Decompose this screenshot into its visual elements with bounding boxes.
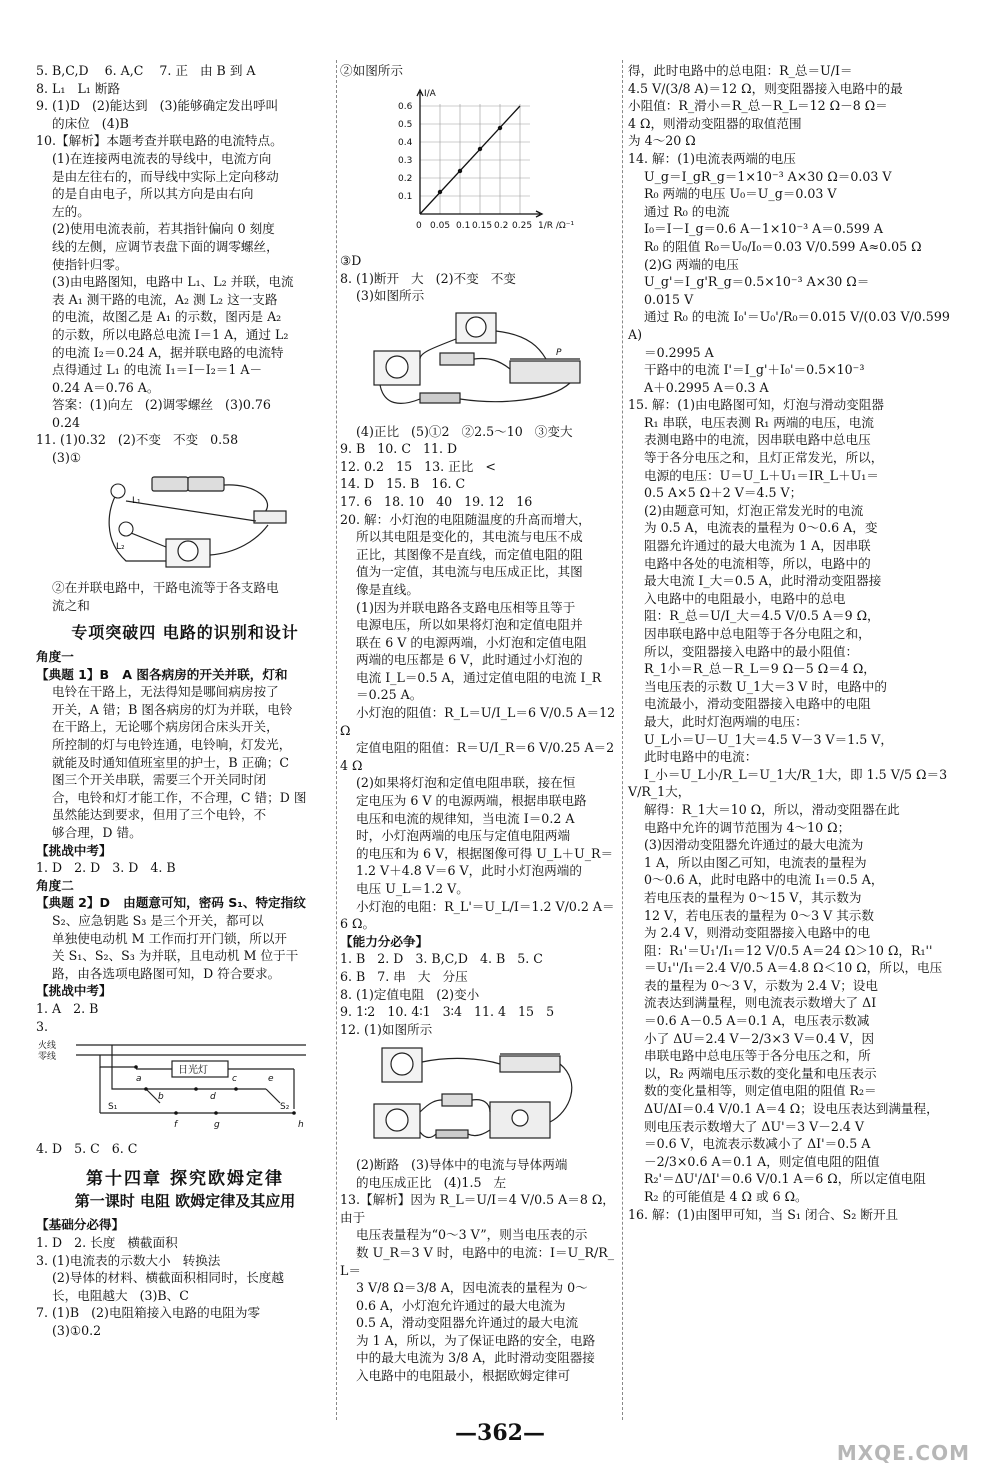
text-line: S₂、应急钥匙 S₃ 是三个开关，都可以 — [36, 912, 264, 928]
text-line: I_小＝U_L小/R_L＝U_1大/R_1大，即 1.5 V/5 Ω＝3 V/R_1大， — [628, 766, 952, 800]
graph-intro — [340, 62, 618, 80]
text-line: 1. A 2. B — [36, 1000, 99, 1016]
text-line: 则电压表示数增大了 ΔU'＝3 V－2.4 V — [628, 1118, 864, 1134]
answer-column-3 — [628, 62, 962, 1223]
text-line: 的电流 I₂＝0.24 A，据并联电路的电流特 — [36, 344, 284, 360]
text-line: 就能及时通知值班室里的护士，B 正确；C — [36, 754, 290, 770]
text-line: 答案：(1)向左 (2)调零螺丝 (3)0.76 — [36, 397, 271, 413]
text-line: 1. D 2. 长度 横截面积 — [36, 1235, 178, 1251]
text-line: R₀ 的阻值 R₀＝U₀/I₀＝0.03 V/0.599 A≈0.05 Ω — [628, 238, 922, 254]
svg-text:0.5: 0.5 — [398, 119, 413, 130]
text-line: －2/3×0.6 A＝0.1 A，则定值电阻的阻值 — [628, 1153, 880, 1169]
text-line: 当电压表的示数 U_1大＝3 V 时，电路中的 — [628, 678, 887, 694]
answers-section-4 — [36, 648, 334, 1035]
text-line: (1)因为并联电路各支路电压相等且等于 — [340, 599, 576, 615]
text-line: 等于各分电压之和，且灯正常发光，所以， — [628, 450, 884, 466]
text-line: 点得通过 L₁ 的电流 I₁＝I－I₂＝1 A－ — [36, 362, 263, 378]
text-line: 图三个开关串联，需要三个开关同时闭 — [36, 772, 267, 788]
text-line: 【挑战中考】 — [36, 983, 112, 999]
text-line: (1)在连接两电流表的导线中，电流方向 — [36, 150, 272, 166]
text-line: ＝0.25 A。 — [340, 687, 423, 703]
text-line: 12. 0.2 15 13. 正比 < — [340, 458, 496, 474]
text-line: 0.24 — [36, 414, 81, 430]
text-line: 8. (1)断开 大 (2)不变 不变 — [340, 270, 516, 286]
text-line: 12 V，若电压表的量程为 0～3 V 其示数 — [628, 907, 874, 923]
text-line: R₀ 两端的电压 U₀＝U_g＝0.03 V — [628, 186, 837, 202]
svg-text:g: g — [214, 1120, 220, 1131]
text-line: 合，电铃和灯才能工作，不合理，C 错；D 图 — [36, 789, 307, 805]
answer-column-1 — [36, 62, 334, 1340]
text-line: 的示数，所以电路总电流 I＝1 A，通过 L₂ — [36, 326, 289, 342]
text-line: 时，小灯泡两端的电压与定值电阻两端 — [340, 828, 571, 844]
text-line: 通过 R₀ 的电流 — [628, 203, 730, 219]
text-line: 0.015 V — [628, 291, 694, 307]
text-line: 8. L₁ L₁ 断路 — [36, 80, 121, 96]
text-line: 小了 ΔU＝2.4 V－2/3×3 V＝0.4 V，因 — [628, 1030, 875, 1046]
text-line: 阻：R_总＝U/I_大＝4.5 V/0.5 A＝9 Ω， — [628, 608, 880, 624]
text-line: 1. D 2. D 3. D 4. B — [36, 860, 176, 876]
answers-9-to-12 — [340, 423, 618, 1039]
answers-13-to-16 — [628, 62, 962, 1223]
text-line: 6. B 7. 串 大 分压 — [340, 968, 468, 984]
text-line: 11. (1)0.32 (2)不变 不变 0.58 — [36, 432, 239, 448]
text-line: 在干路上，无论哪个病房闭合床头开关， — [36, 719, 279, 735]
section-title: 专项突破四 电路的识别和设计 — [71, 623, 299, 643]
lesson-title: 第一课时 电阻 欧姆定律及其应用 — [74, 1191, 296, 1210]
svg-text:0.25: 0.25 — [512, 220, 533, 231]
text-line: 路，由各选项电路图可知，D 符合要求。 — [36, 965, 281, 981]
text-line: 最大电流 I_大＝0.5 A，此时滑动变阻器接 — [628, 573, 882, 589]
svg-text:0.05: 0.05 — [430, 220, 451, 231]
text-line: I₀＝I－I_g＝0.6 A－1×10⁻³ A＝0.599 A — [628, 221, 883, 237]
text-line: 的是自由电子，所以其方向是由右向 — [36, 186, 254, 202]
answers-4-to-6 — [36, 1140, 334, 1158]
text-line: 【能力分必争】 — [340, 933, 429, 949]
text-line: 电压 U_L＝1.2 V。 — [340, 881, 469, 896]
svg-text:火线: 火线 — [38, 1041, 57, 1052]
svg-text:日光灯: 日光灯 — [178, 1065, 208, 1077]
text-line: U_g＝I_gR_g＝1×10⁻³ A×30 Ω＝0.03 V — [628, 168, 892, 184]
text-line: 解得：R_1大＝10 Ω，所以，滑动变阻器在此 — [628, 801, 900, 817]
text-line: 两端的电压都是 6 V，此时通过小灯泡的 — [340, 652, 583, 668]
text-line: 表测电路中的电流，因串联电路中总电压 — [628, 432, 871, 448]
text-line: 的电流，故图乙是 A₁ 的示数，图丙是 A₂ — [36, 309, 282, 325]
text-line: 【典题 2】D 由题意可知，密码 S₁、特定指纹 — [36, 895, 306, 911]
svg-text:L₁: L₁ — [132, 495, 141, 506]
text-line: 阻：R₁'＝U₁'/I₁＝12 V/0.5 A＝24 Ω＞10 Ω，R₁'' — [628, 942, 933, 958]
text-line: (2)如果将灯泡和定值电阻串联，接在恒 — [340, 775, 576, 791]
text-line: 【基础分必得】 — [36, 1217, 125, 1233]
text-line: 4. D 5. C 6. C — [36, 1140, 138, 1156]
answers-basic-section — [36, 1216, 334, 1339]
text-line: 中的最大电流为 3/8 A，此时滑动变阻器接 — [340, 1350, 595, 1366]
text-line: 9. 1∶2 10. 4∶1 3∶4 11. 4 15 5 — [340, 1004, 555, 1020]
answers-12-13 — [340, 1156, 618, 1385]
text-line: 数的变化量相等，则定值电阻的阻值 R₂＝ — [628, 1083, 877, 1099]
text-line: 7. (1)B (2)电阻箱接入电路的电阻为零 — [36, 1305, 261, 1321]
text-line: (2)使用电流表前，若其指针偏向 0 刻度 — [36, 221, 275, 237]
text-line: 9. B 10. C 11. D — [340, 441, 458, 457]
text-line: 电路中各处的电流相等，所以，电路中的 — [628, 555, 871, 571]
text-line: 为 0.5 A，电流表的量程为 0～0.6 A，变 — [628, 520, 878, 536]
text-line: 电压和电流的规律知，当电流 I＝0.2 A — [340, 810, 575, 826]
text-line: 12. (1)如图所示 — [340, 1021, 433, 1037]
text-line: 入电路中的电阻最小，根据欧姆定律可 — [340, 1368, 571, 1384]
text-line: R_1小＝R_总－R_L＝9 Ω－5 Ω＝4 Ω， — [628, 661, 876, 677]
column-divider-right — [622, 60, 623, 1420]
text-line: 左的。 — [36, 203, 90, 219]
text-line: 长，电阻越大 (3)B、C — [36, 1287, 189, 1303]
text-line: 20. 解：小灯泡的电阻随温度的升高而增大， — [340, 511, 591, 527]
text-line: 的电压成正比 (4)1.5 左 — [340, 1174, 507, 1190]
text-line: 关 S₁、S₂、S₃ 为并联，且电动机 M 位于干 — [36, 948, 299, 964]
text-line: 为 2.4 V，则滑动变阻器接入电路中的电 — [628, 925, 871, 941]
text-line: 因串联电路中总电阻等于各分电阻之和， — [628, 626, 871, 641]
text-line: 0.5 A×5 Ω＋2 V＝4.5 V； — [628, 485, 803, 501]
svg-text:0.15: 0.15 — [472, 220, 493, 231]
text-line: 使指针归零。 — [36, 256, 128, 272]
text-line: 若电压表的量程为 0～15 V，其示数为 — [628, 889, 862, 905]
text-line: 入电路中的电阻最小，电路中的总电 — [628, 590, 846, 606]
text-line: ②如图所示 — [340, 63, 403, 78]
svg-text:c: c — [232, 1074, 237, 1085]
svg-text:S₁: S₁ — [108, 1102, 118, 1113]
text-line: 【挑战中考】 — [36, 842, 112, 858]
answer-column-2 — [340, 62, 618, 1385]
text-line: (3)①0.2 — [36, 1323, 102, 1339]
svg-text:d: d — [210, 1092, 216, 1103]
svg-text:a: a — [136, 1074, 142, 1085]
text-line: 电源的电压：U＝U_L＋U₁＝IR_L＋U₁＝ — [628, 467, 879, 483]
text-line: 3. — [36, 1018, 49, 1034]
text-line: 所控制的灯与电铃连通，电铃响，灯发光， — [36, 737, 292, 752]
text-line: 是由左往右的，而导线中实际上定向移动 — [36, 168, 279, 184]
text-line: 的床位 (4)B — [36, 115, 129, 131]
text-line: 3 V/8 Ω＝3/8 A，因电流表的量程为 0～ — [340, 1280, 588, 1296]
svg-text:0.3: 0.3 — [398, 155, 413, 166]
text-line: 3. (1)电流表的示数大小 转换法 — [36, 1252, 221, 1268]
page-number: —362— — [455, 1420, 545, 1446]
text-line: 10.【解析】本题考查并联电路的电流特点。 — [36, 133, 283, 149]
text-line: (2)导体的材料、横截面积相同时，长度越 — [36, 1270, 284, 1286]
text-line: 像是直线。 — [340, 581, 419, 597]
text-line: 开关，A 错；B 图各病房的灯为并联，电铃 — [36, 701, 293, 717]
text-line: 角度二 — [36, 877, 74, 893]
y-axis-label: I/A — [424, 88, 436, 99]
text-line: 角度一 — [36, 649, 74, 665]
text-line: 电铃在干路上，无法得知是哪间病房按了 — [36, 684, 279, 700]
text-line: U_g'＝I_g'R_g＝0.5×10⁻³ A×30 Ω＝ — [628, 274, 870, 290]
text-line: 得，此时电路中的总电阻：R_总＝U/I＝ — [628, 63, 853, 78]
text-line: 阻器允许通过的最大电流为 1 A，因串联 — [628, 538, 871, 554]
svg-text:0.1: 0.1 — [456, 220, 471, 231]
text-line: 干路中的电流 I'＝I_g'＋I₀'＝0.5×10⁻³ — [628, 362, 865, 378]
svg-text:h: h — [298, 1120, 304, 1131]
text-line: R₂ 的可能值是 4 Ω 或 6 Ω。 — [628, 1189, 808, 1204]
text-line: 1. B 2. D 3. B,C,D 4. B 5. C — [340, 951, 543, 967]
text-line: 0.6 A，小灯泡允许通过的最大电流为 — [340, 1297, 566, 1313]
text-line: 1 A，所以由图乙可知，电流表的量程为 — [628, 854, 867, 870]
text-line: 此时电路中的电流： — [628, 749, 758, 765]
text-line: 串联电路中总电压等于各分电压之和，所 — [628, 1048, 871, 1064]
text-line: 电压表量程为“0～3 V”，则当电压表的示 — [340, 1227, 588, 1243]
svg-text:e: e — [268, 1074, 274, 1085]
experiment-circuit-figure-1 — [360, 309, 590, 414]
text-line: 14. 解：(1)电流表两端的电压 — [628, 150, 796, 166]
svg-text:P: P — [556, 347, 562, 358]
text-line: ΔU/ΔI＝0.4 V/0.1 A＝4 Ω；设电压表达到满量程， — [628, 1101, 939, 1117]
text-line: 流之和 — [36, 597, 90, 613]
text-line: 0～0.6 A，此时电路中的电流 I₁＝0.5 A， — [628, 872, 884, 888]
text-line: 14. D 15. B 16. C — [340, 476, 466, 492]
experiment-circuit-figure-2 — [360, 1042, 590, 1147]
text-line: 以，R₂ 两端电压示数的变化量和电压表示 — [628, 1065, 877, 1081]
text-line: R₁ 串联，电压表测 R₁ 两端的电压，电流 — [628, 414, 874, 430]
text-line: 定电压为 6 V 的电源两端，根据串联电路 — [340, 793, 587, 809]
text-line: 定值电阻的阻值：R＝U/I_R＝6 V/0.25 A＝24 Ω — [340, 740, 615, 773]
svg-text:0.1: 0.1 — [398, 191, 413, 202]
text-line: 正比，其图像不是直线，而定值电阻的阻 — [340, 546, 583, 562]
text-line: 够合理，D 错。 — [36, 824, 142, 840]
text-line: 最大，此时灯泡两端的电压： — [628, 713, 808, 729]
text-line: 17. 6 18. 10 40 19. 12 16 — [340, 493, 533, 509]
text-line: 15. 解：(1)由电路图可知，灯泡与滑动变阻器 — [628, 397, 884, 413]
text-line: 小灯泡的阻值：R_L＝U/I_L＝6 V/0.5 A＝12 Ω — [340, 705, 620, 738]
text-line: 表的量程为 0～3 V，示数为 2.4 V；设电 — [628, 977, 878, 993]
text-line: 所以，变阻器接入电路中的最小阻值： — [628, 643, 859, 659]
svg-text:0.2: 0.2 — [494, 220, 509, 231]
svg-text:0.4: 0.4 — [398, 137, 413, 148]
text-line: 单独使电动机 M 工作而打开门锁，所以开 — [36, 930, 288, 946]
text-line: R₂'＝ΔU'/ΔI'＝0.6 V/0.1 A＝6 Ω，所以定值电阻 — [628, 1171, 926, 1187]
answers-3-to-8 — [340, 252, 618, 305]
text-line: 电流最小，滑动变阻器接入电路中的电阻 — [628, 696, 871, 712]
text-line: 13.【解析】因为 R_L＝U/I＝4 V/0.5 A＝8 Ω，由于 — [340, 1192, 615, 1225]
text-line: 数 U_R＝3 V 时，电路中的电流：I＝U_R/R_L＝ — [340, 1244, 615, 1278]
text-line: (4)正比 (5)①2 ②2.5～10 ③变大 — [340, 423, 573, 439]
text-line: (2)断路 (3)导体中的电流与导体两端 — [340, 1156, 568, 1172]
text-line: ＝0.2995 A — [628, 344, 714, 360]
household-circuit-figure — [36, 1039, 326, 1131]
svg-text:零线: 零线 — [38, 1052, 57, 1063]
column-divider-left — [336, 60, 337, 1420]
text-line: 小阻值：R_滑小＝R_总－R_L＝12 Ω－8 Ω＝ — [628, 98, 888, 114]
text-line: 【典题 1】B A 图各病房的开关并联，灯和 — [36, 666, 288, 682]
text-line: U_L小＝U－U_1大＝4.5 V－3 V＝1.5 V， — [628, 731, 893, 747]
text-line: 0.5 A，滑动变阻器允许通过的最大电流 — [340, 1315, 579, 1331]
text-line: ＝0.6 V，电流表示数减小了 ΔI'＝0.5 A — [628, 1136, 871, 1152]
answers-block-5-to-11 — [36, 62, 334, 467]
text-line: A＋0.2995 A＝0.3 A — [628, 379, 769, 395]
text-line: (2)由题意可知，灯泡正常发光时的电流 — [628, 502, 864, 518]
text-line: (2)G 两端的电压 — [628, 256, 739, 272]
text-line: 值为一定值，其电流与电压成正比，其图 — [340, 564, 583, 580]
svg-text:S₂: S₂ — [280, 1102, 290, 1113]
text-line: 电路中允许的调节范围为 4～10 Ω； — [628, 819, 851, 835]
watermark: MXQE.COM — [836, 1441, 970, 1465]
svg-text:L₂: L₂ — [116, 541, 125, 552]
chapter-title: 第十四章 探究欧姆定律 — [86, 1169, 284, 1190]
text-line: (3)由电路图知，电路中 L₁、L₂ 并联，电流 — [36, 274, 294, 290]
svg-text:1/R /Ω⁻¹: 1/R /Ω⁻¹ — [538, 220, 575, 231]
text-line: 16. 解：(1)由图甲可知，当 S₁ 闭合、S₂ 断开且 — [628, 1206, 899, 1222]
text-line: 小灯泡的电阻：R_L'＝U_L/I＝1.2 V/0.2 A＝6 Ω。 — [340, 898, 615, 932]
text-line: 表 A₁ 测干路的电流，A₂ 测 L₂ 这一支路 — [36, 291, 278, 307]
text-line: 4 Ω，则滑动变阻器的取值范围 — [628, 115, 802, 131]
text-line: 虽然能达到要求，但用了三个电铃，不 — [36, 807, 267, 823]
svg-text:b: b — [158, 1092, 164, 1103]
text-line: 0.24 A＝0.76 A。 — [36, 379, 160, 395]
text-line: ＝U₁''/I₁＝2.4 V/0.5 A＝4.8 Ω＜10 Ω，所以，电压 — [628, 960, 943, 976]
text-line: 线的左侧，应调节表盘下面的调零螺丝， — [36, 238, 279, 254]
text-line: 通过 R₀ 的电流 I₀'＝U₀'/R₀＝0.015 V/(0.03 V/0.599 A) — [628, 309, 954, 342]
text-line: 流表达到满量程，则电流表示数增大了 ΔI — [628, 995, 877, 1011]
text-line: 的电压和为 6 V，根据图像可得 U_L＋U_R＝ — [340, 845, 614, 861]
text-line: 5. B,C,D 6. A,C 7. 正 由 B 到 A — [36, 63, 256, 78]
svg-text:0.6: 0.6 — [398, 101, 413, 112]
text-line: 所以其电阻是变化的，其电流与电压不成 — [340, 529, 583, 545]
text-line: 4.5 V/(3/8 A)＝12 Ω，则变阻器接入电路中的最 — [628, 80, 903, 96]
text-line: (3)因滑动变阻器允许通过的最大电流为 — [628, 837, 864, 853]
text-line: ＝0.6 A－0.5 A＝0.1 A，电压表示数减 — [628, 1013, 870, 1029]
text-line: 为 1 A，所以，为了保证电路的安全，电路 — [340, 1332, 596, 1348]
text-line: ②在并联电路中，干路电流等于各支路电 — [36, 580, 279, 596]
text-line: 联在 6 V 的电源两端，小灯泡和定值电阻 — [340, 634, 587, 650]
svg-text:f: f — [174, 1120, 178, 1131]
text-line: 1.2 V＋4.8 V＝6 V，此时小灯泡两端的 — [340, 863, 582, 879]
text-line: ③D — [340, 253, 362, 269]
parallel-circuit-figure — [96, 471, 296, 571]
text-line: 电源电压，所以如果将灯泡和定值电阻并 — [340, 617, 583, 633]
answer-11-conclusion — [36, 579, 334, 614]
text-line: 9. (1)D (2)能达到 (3)能够确定发出呼叫 — [36, 98, 279, 114]
text-line: (3)如图所示 — [340, 288, 425, 304]
current-vs-conductance-graph — [380, 84, 600, 244]
text-line: (3)① — [36, 450, 82, 466]
text-line: 电流 I_L＝0.5 A，通过定值电阻的电流 I_R — [340, 669, 602, 685]
text-line: 8. (1)定值电阻 (2)变小 — [340, 986, 480, 1002]
svg-text:0.2: 0.2 — [398, 173, 413, 184]
text-line: 为 4～20 Ω — [628, 133, 696, 149]
svg-text:0: 0 — [416, 220, 422, 231]
